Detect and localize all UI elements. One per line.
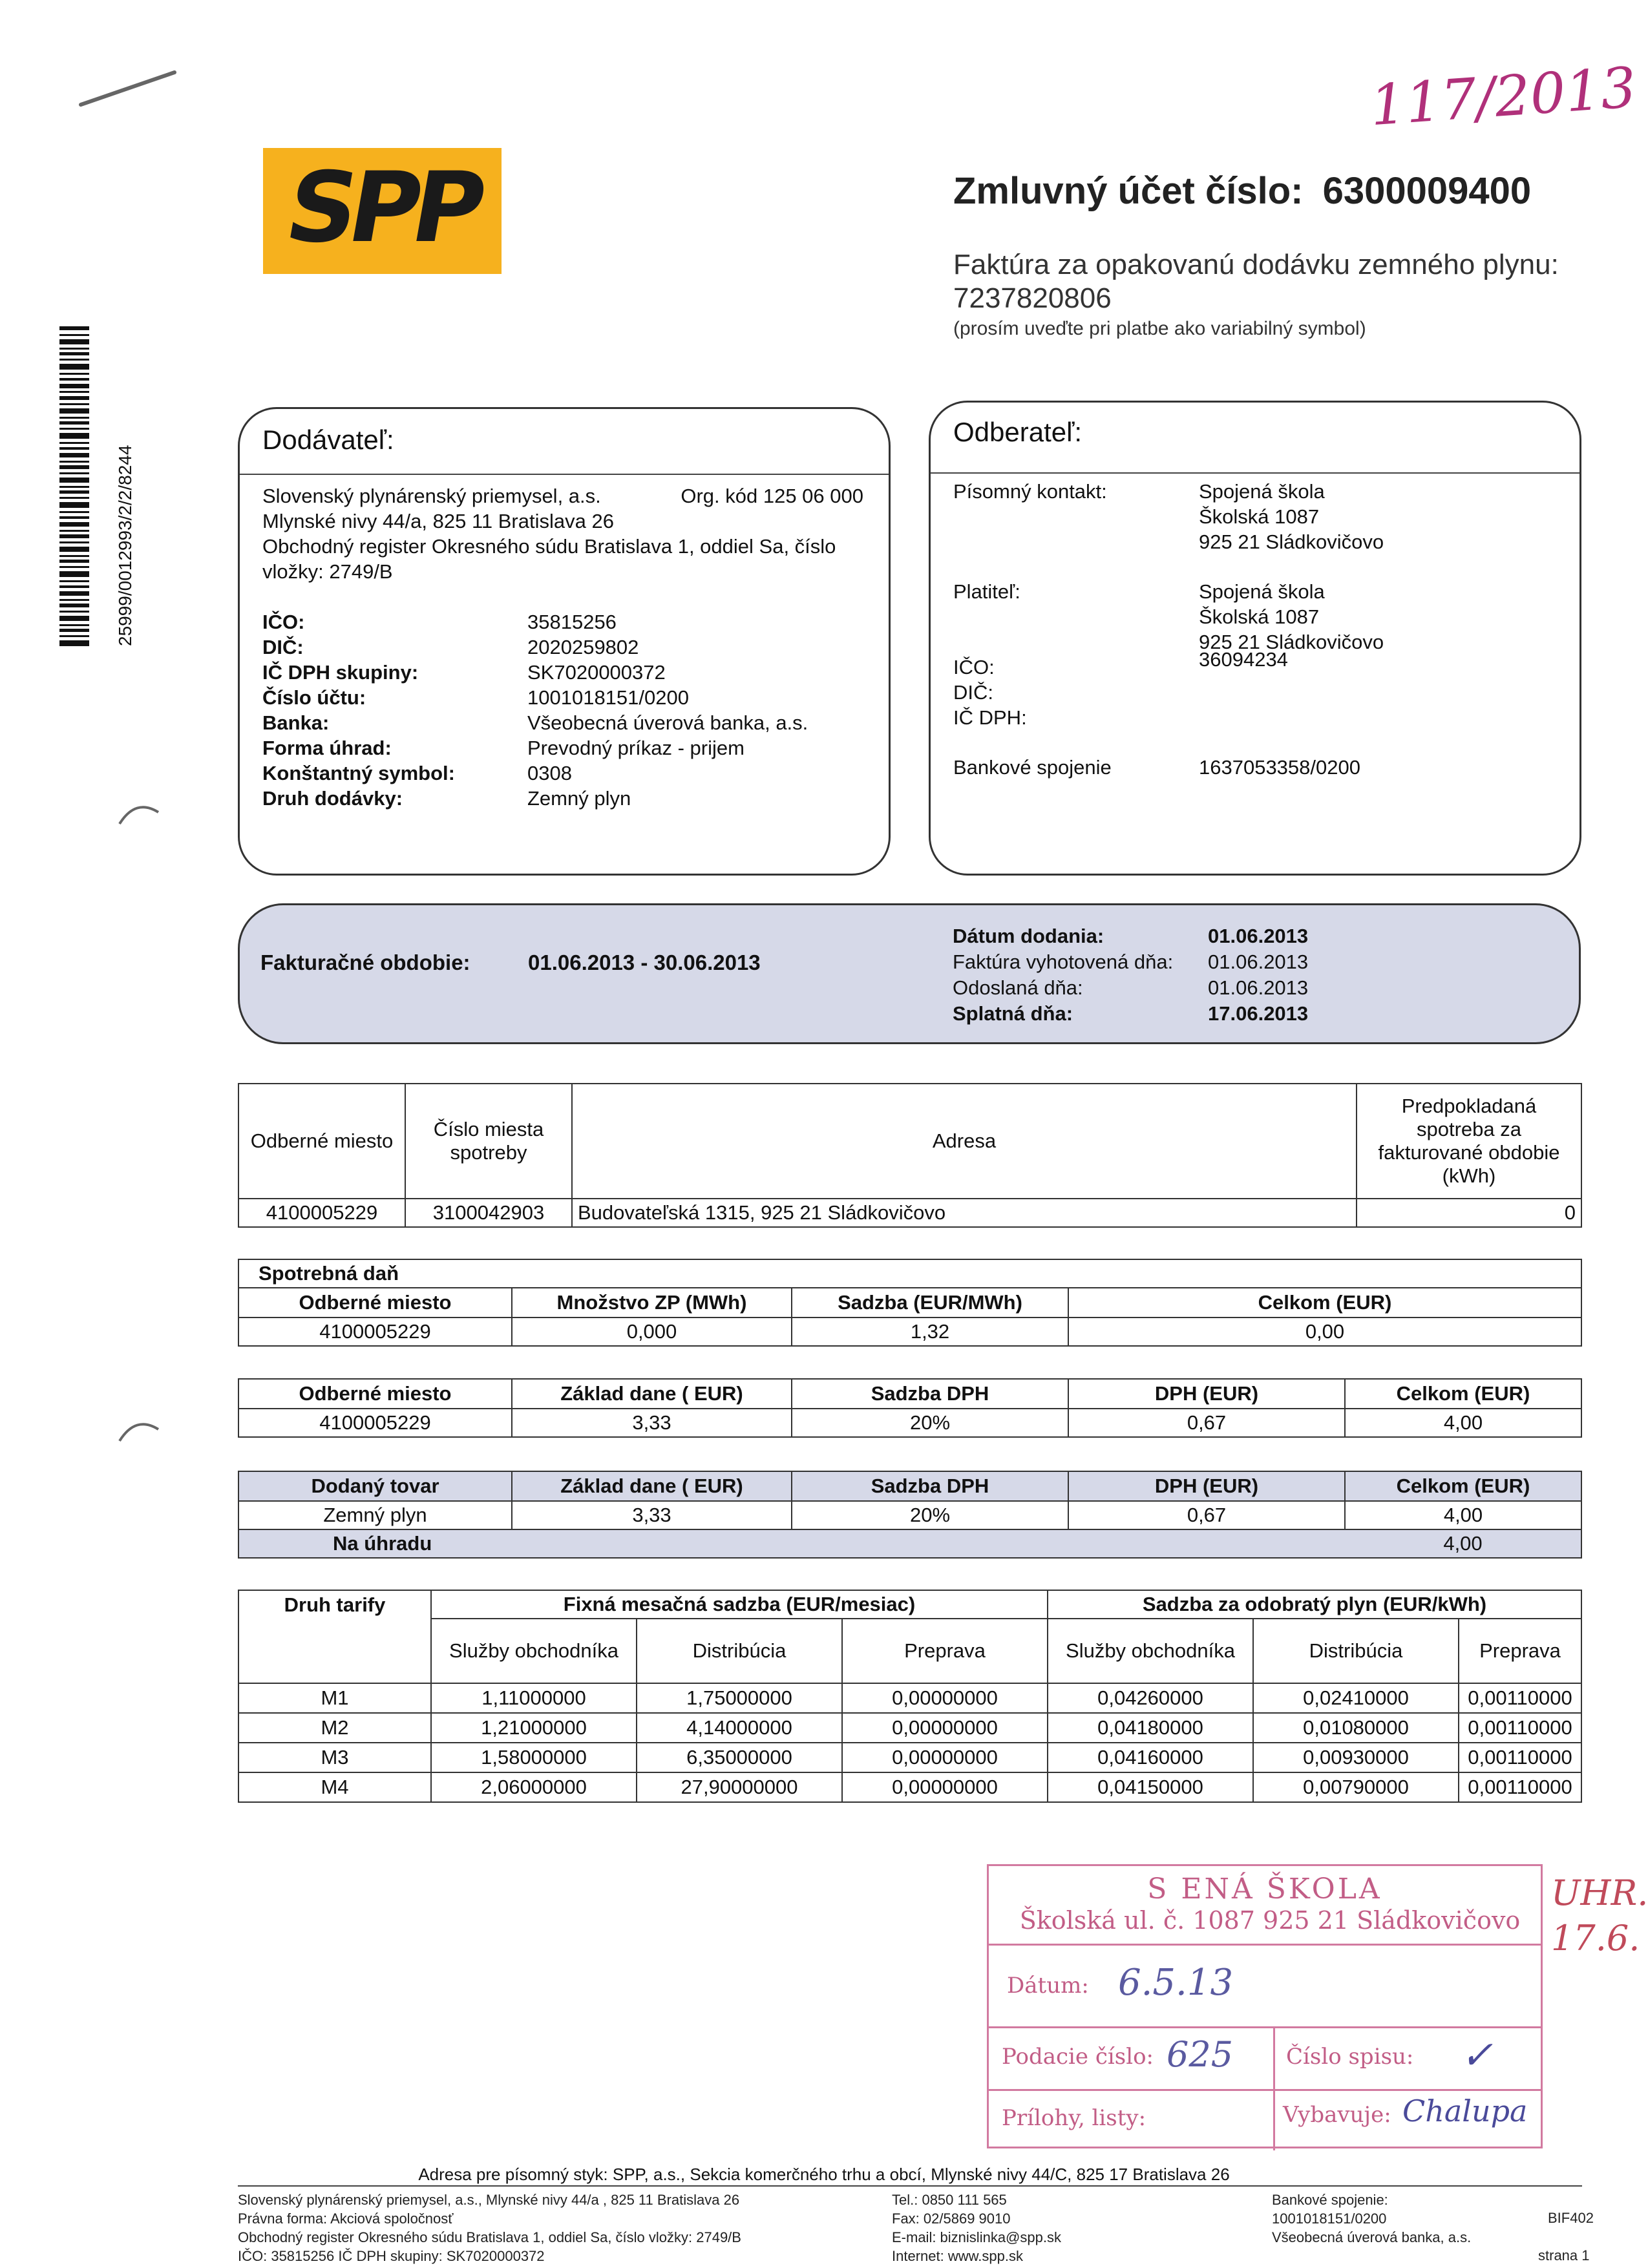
tax-table-title: Spotrebná daň bbox=[238, 1259, 1581, 1288]
cell: M3 bbox=[238, 1743, 431, 1772]
field-label: DIČ: bbox=[262, 636, 304, 658]
col-header: Základ dane ( EUR) bbox=[512, 1471, 792, 1501]
footer-contact bbox=[892, 2190, 1061, 2265]
field-value: 35815256 bbox=[527, 611, 617, 633]
cell: 3100042903 bbox=[405, 1199, 572, 1227]
table-row bbox=[238, 1318, 1581, 1346]
col-header: Adresa bbox=[572, 1084, 1357, 1199]
contact-line: Školská 1087 bbox=[1199, 505, 1320, 528]
cell: 1,32 bbox=[792, 1318, 1068, 1346]
customer-contact bbox=[953, 479, 1574, 554]
cell: 0,04180000 bbox=[1048, 1713, 1253, 1743]
field-value: 2020259802 bbox=[527, 636, 639, 658]
footer-line: 1001018151/0200 bbox=[1272, 2210, 1387, 2227]
period-value: 01.06.2013 - 30.06.2013 bbox=[528, 950, 761, 974]
col-header: Množstvo ZP (MWh) bbox=[512, 1288, 792, 1318]
cell: 0 bbox=[1357, 1199, 1581, 1227]
footer-company bbox=[238, 2190, 741, 2265]
contact-label: Písomný kontakt: bbox=[953, 480, 1107, 503]
cell: 1,75000000 bbox=[637, 1683, 842, 1713]
sub-header: Služby obchodníka bbox=[1048, 1619, 1253, 1683]
customer-bank bbox=[953, 755, 1574, 780]
field-label: IČ DPH skupiny: bbox=[262, 661, 419, 684]
cell: 4100005229 bbox=[238, 1409, 512, 1437]
customer-heading: Odberateľ: bbox=[953, 417, 1083, 447]
total-label: Na úhradu bbox=[238, 1529, 1345, 1558]
cell: 4,00 bbox=[1345, 1409, 1581, 1437]
field-value: Všeobecná úverová banka, a.s. bbox=[527, 711, 808, 734]
stamp-handler-value: Chalupa bbox=[1402, 2094, 1528, 2128]
bank-label: Bankové spojenie bbox=[953, 756, 1112, 779]
cell: 4100005229 bbox=[238, 1199, 405, 1227]
customer-payer bbox=[953, 579, 1574, 655]
footer-line: E-mail: biznislinka@spp.sk bbox=[892, 2229, 1061, 2245]
field-label: Konštantný symbol: bbox=[262, 762, 455, 784]
table-row bbox=[238, 1743, 1581, 1772]
billing-period-box bbox=[238, 903, 1581, 1044]
col-header: Číslo miesta spotreby bbox=[405, 1084, 572, 1199]
account-label: Zmluvný účet číslo: bbox=[953, 170, 1304, 212]
stamp-attach-label: Prílohy, listy: bbox=[1002, 2105, 1146, 2131]
cell: Budovateľská 1315, 925 21 Sládkovičovo bbox=[572, 1199, 1357, 1227]
barcode-number: 25999/0012993/2/2/8244 bbox=[115, 445, 135, 646]
cell: 3,33 bbox=[512, 1409, 792, 1437]
footer-line: Slovenský plynárenský priemysel, a.s., Mlynské nivy 44/a , 825 11 Bratislava 26 bbox=[238, 2192, 740, 2208]
table-row bbox=[238, 1683, 1581, 1713]
supplier-fields bbox=[262, 609, 883, 811]
cell: 1,21000000 bbox=[431, 1713, 637, 1743]
cell: 4,14000000 bbox=[637, 1713, 842, 1743]
stamp-file-label: Číslo spisu: bbox=[1286, 2044, 1414, 2070]
cell: M4 bbox=[238, 1772, 431, 1802]
date-value: 01.06.2013 bbox=[1208, 950, 1309, 973]
col-header: Celkom (EUR) bbox=[1068, 1288, 1581, 1318]
vat-table bbox=[238, 1378, 1582, 1438]
footer-line: Internet: www.spp.sk bbox=[892, 2248, 1023, 2264]
cell: 0,00 bbox=[1068, 1318, 1581, 1346]
supplier-company bbox=[262, 483, 883, 584]
contact-line: 925 21 Sládkovičovo bbox=[1199, 530, 1384, 553]
date-value: 01.06.2013 bbox=[1208, 925, 1309, 947]
invoice-title: Faktúra za opakovanú dodávku zemného plynu: bbox=[953, 249, 1559, 280]
date-value: 01.06.2013 bbox=[1208, 976, 1309, 999]
cell: 3,33 bbox=[512, 1501, 792, 1529]
page-number: strana 1 bbox=[1538, 2247, 1590, 2263]
col-header: DPH (EUR) bbox=[1068, 1379, 1345, 1409]
cell: 0,000 bbox=[512, 1318, 792, 1346]
tariff-table bbox=[238, 1590, 1582, 1803]
supplier-register-1: Obchodný register Okresného súdu Bratislava 1, oddiel Sa, číslo bbox=[262, 535, 836, 558]
date-value: 17.06.2013 bbox=[1208, 1002, 1309, 1025]
handwritten-number: 117/2013 bbox=[1368, 55, 1638, 139]
footer-line: Bankové spojenie: bbox=[1272, 2192, 1388, 2208]
stamp-address: Školská ul. č. 1087 925 21 Sládkovičovo bbox=[1019, 1906, 1521, 1935]
excise-tax-table bbox=[238, 1259, 1582, 1347]
stamp-date-label: Dátum: bbox=[1007, 1973, 1089, 1999]
cell: 0,01080000 bbox=[1253, 1713, 1459, 1743]
date-label: Dátum dodania: bbox=[953, 925, 1104, 947]
cell: 27,90000000 bbox=[637, 1772, 842, 1802]
bank-value: 1637053358/0200 bbox=[1199, 756, 1360, 779]
margin-note-line: UHR. bbox=[1551, 1873, 1648, 1913]
cell: 0,00000000 bbox=[842, 1683, 1048, 1713]
field-label: Číslo účtu: bbox=[262, 686, 366, 709]
sub-header: Distribúcia bbox=[1253, 1619, 1459, 1683]
col-header: Sadzba DPH bbox=[792, 1379, 1068, 1409]
cell: 0,00110000 bbox=[1459, 1743, 1581, 1772]
cell: 0,00930000 bbox=[1253, 1743, 1459, 1772]
field-value: Zemný plyn bbox=[527, 787, 631, 810]
stamp-reg-label: Podacie číslo: bbox=[1002, 2044, 1154, 2070]
footer-bank bbox=[1272, 2190, 1471, 2247]
payer-label: Platiteľ: bbox=[953, 580, 1020, 603]
tariff-col-label: Druh tarify bbox=[284, 1593, 386, 1616]
cell: 0,00000000 bbox=[842, 1713, 1048, 1743]
footer-line: Právna forma: Akciová spoločnosť bbox=[238, 2210, 454, 2227]
col-header: Predpokladaná spotreba za fakturované obdobie (kWh) bbox=[1357, 1084, 1581, 1199]
field-label: Banka: bbox=[262, 711, 330, 734]
customer-ids bbox=[953, 648, 1574, 730]
cell: 1,11000000 bbox=[431, 1683, 637, 1713]
total-value: 4,00 bbox=[1345, 1529, 1581, 1558]
registry-stamp bbox=[987, 1864, 1543, 2148]
field-label: Druh dodávky: bbox=[262, 787, 403, 810]
customer-box bbox=[929, 401, 1581, 876]
supplier-heading: Dodávateľ: bbox=[262, 425, 394, 455]
payer-line: Spojená škola bbox=[1199, 580, 1325, 603]
cell: 0,00000000 bbox=[842, 1772, 1048, 1802]
cell: 0,04260000 bbox=[1048, 1683, 1253, 1713]
field-value: Prevodný príkaz - prijem bbox=[527, 737, 745, 759]
ico-label: IČO: bbox=[953, 656, 995, 678]
pen-stroke-mark bbox=[78, 65, 181, 116]
form-code: BIF402 bbox=[1548, 2210, 1594, 2226]
icdph-label: IČ DPH: bbox=[953, 706, 1027, 729]
sub-header: Preprava bbox=[1459, 1619, 1581, 1683]
footer-address-line: Adresa pre písomný styk: SPP, a.s., Sekcia komerčného trhu a obcí, Mlynské nivy 44/C, 825 17 Bratislava 26 bbox=[418, 2165, 1230, 2184]
punch-hole-mark bbox=[116, 798, 162, 830]
period-label: Fakturačné obdobie: bbox=[260, 950, 470, 974]
cell: 20% bbox=[792, 1501, 1068, 1529]
table-row bbox=[238, 1409, 1581, 1437]
cell: 0,04150000 bbox=[1048, 1772, 1253, 1802]
sub-header: Služby obchodníka bbox=[431, 1619, 637, 1683]
cell: Zemný plyn bbox=[238, 1501, 512, 1529]
cell: M2 bbox=[238, 1713, 431, 1743]
cell: 0,04160000 bbox=[1048, 1743, 1253, 1772]
table-row bbox=[238, 1772, 1581, 1802]
field-label: IČO: bbox=[262, 611, 305, 633]
consumption-place-table bbox=[238, 1083, 1582, 1228]
supplier-address: Mlynské nivy 44/a, 825 11 Bratislava 26 bbox=[262, 510, 614, 532]
ico-value: 36094234 bbox=[1199, 648, 1288, 671]
footer-line: Fax: 02/5869 9010 bbox=[892, 2210, 1011, 2227]
footer-line: Všeobecná úverová banka, a.s. bbox=[1272, 2229, 1472, 2245]
invoice-note: (prosím uveďte pri platbe ako variabilný symbol) bbox=[953, 318, 1366, 339]
col-header: Sadzba (EUR/MWh) bbox=[792, 1288, 1068, 1318]
stamp-date-value: 6.5.13 bbox=[1118, 1962, 1234, 2004]
supplier-box bbox=[238, 407, 891, 876]
field-value: 1001018151/0200 bbox=[527, 686, 689, 709]
supplier-org-code: Org. kód 125 06 000 bbox=[681, 485, 863, 507]
table-row bbox=[238, 1199, 1581, 1227]
dic-label: DIČ: bbox=[953, 681, 993, 704]
footer-line: Obchodný register Okresného súdu Bratislava 1, oddiel Sa, číslo vložky: 2749/B bbox=[238, 2229, 741, 2245]
cell: 0,02410000 bbox=[1253, 1683, 1459, 1713]
stamp-handler-label: Vybavuje: bbox=[1283, 2102, 1391, 2128]
col-header: Celkom (EUR) bbox=[1345, 1471, 1581, 1501]
punch-hole-mark bbox=[116, 1415, 162, 1447]
margin-note bbox=[1551, 1871, 1648, 1961]
col-header: Odberné miesto bbox=[238, 1379, 512, 1409]
col-header: Základ dane ( EUR) bbox=[512, 1379, 792, 1409]
rate-group-header: Sadzba za odobratý plyn (EUR/kWh) bbox=[1048, 1590, 1581, 1619]
field-value: SK7020000372 bbox=[527, 661, 666, 684]
spp-logo bbox=[263, 148, 502, 274]
col-header: Odberné miesto bbox=[238, 1084, 405, 1199]
footer-line: IČO: 35815256 IČ DPH skupiny: SK7020000372 bbox=[238, 2248, 545, 2264]
table-row bbox=[238, 1501, 1581, 1529]
cell: 20% bbox=[792, 1409, 1068, 1437]
col-header: Celkom (EUR) bbox=[1345, 1379, 1581, 1409]
date-label: Odoslaná dňa: bbox=[953, 976, 1083, 999]
col-header: Sadzba DPH bbox=[792, 1471, 1068, 1501]
cell: 0,67 bbox=[1068, 1409, 1345, 1437]
date-label: Splatná dňa: bbox=[953, 1002, 1073, 1025]
payer-line: 925 21 Sládkovičovo bbox=[1199, 631, 1384, 653]
margin-note-line: 17.6. bbox=[1551, 1918, 1640, 1958]
field-value: 0308 bbox=[527, 762, 572, 784]
col-header: Dodaný tovar bbox=[238, 1471, 512, 1501]
cell: 0,00790000 bbox=[1253, 1772, 1459, 1802]
footer-line: Tel.: 0850 111 565 bbox=[892, 2192, 1007, 2208]
goods-table bbox=[238, 1471, 1582, 1559]
cell: 0,00110000 bbox=[1459, 1683, 1581, 1713]
sub-header: Distribúcia bbox=[637, 1619, 842, 1683]
fixed-group-header: Fixná mesačná sadzba (EUR/mesiac) bbox=[431, 1590, 1048, 1619]
cell: M1 bbox=[238, 1683, 431, 1713]
cell: 1,58000000 bbox=[431, 1743, 637, 1772]
stamp-title: S ENÁ ŠKOLA bbox=[1147, 1873, 1382, 1906]
supplier-register-2: vložky: 2749/B bbox=[262, 560, 393, 583]
payer-line: Školská 1087 bbox=[1199, 605, 1320, 628]
contact-line: Spojená škola bbox=[1199, 480, 1325, 503]
logo-text: SPP bbox=[278, 152, 487, 264]
cell: 0,00110000 bbox=[1459, 1772, 1581, 1802]
account-number: 6300009400 bbox=[1322, 170, 1532, 212]
stamp-reg-value: 625 bbox=[1167, 2034, 1234, 2075]
cell: 4100005229 bbox=[238, 1318, 512, 1346]
col-header: Odberné miesto bbox=[238, 1288, 512, 1318]
cell: 0,00000000 bbox=[842, 1743, 1048, 1772]
sub-header: Preprava bbox=[842, 1619, 1048, 1683]
table-row bbox=[238, 1713, 1581, 1743]
cell: 2,06000000 bbox=[431, 1772, 637, 1802]
cell: 0,67 bbox=[1068, 1501, 1345, 1529]
stamp-file-value: ✓ bbox=[1461, 2033, 1494, 2078]
col-header: DPH (EUR) bbox=[1068, 1471, 1345, 1501]
invoice-number: 7237820806 bbox=[953, 282, 1112, 314]
cell: 6,35000000 bbox=[637, 1743, 842, 1772]
field-label: Forma úhrad: bbox=[262, 737, 392, 759]
supplier-name: Slovenský plynárenský priemysel, a.s. bbox=[262, 485, 601, 507]
date-label: Faktúra vyhotovená dňa: bbox=[953, 950, 1174, 973]
cell: 0,00110000 bbox=[1459, 1713, 1581, 1743]
total-row bbox=[238, 1529, 1581, 1558]
period-dates bbox=[953, 923, 1534, 1027]
tariff-col-header bbox=[238, 1590, 431, 1683]
cell: 4,00 bbox=[1345, 1501, 1581, 1529]
account-title bbox=[953, 169, 1531, 213]
